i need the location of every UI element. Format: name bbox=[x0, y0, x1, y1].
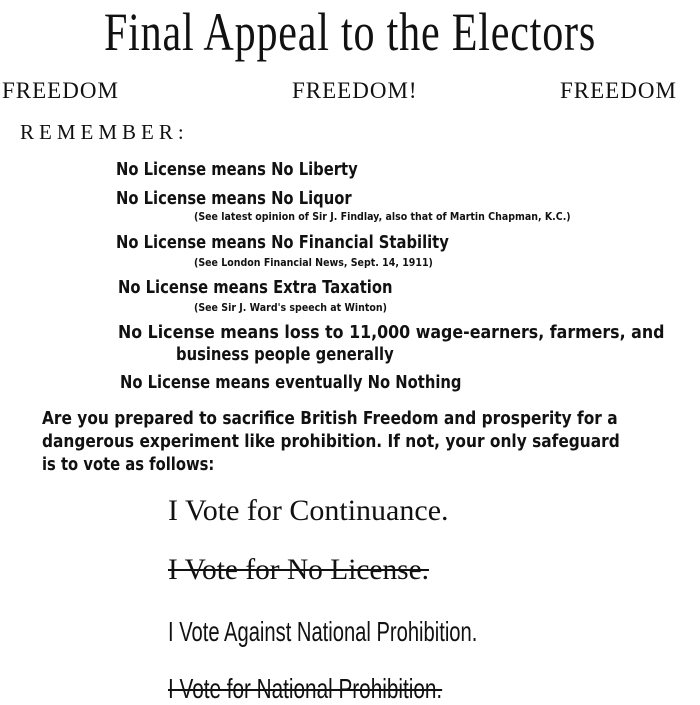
vote-national-prohibition-struck: I Vote for National Prohibition. bbox=[168, 673, 443, 704]
poster-title: Final Appeal to the Electors bbox=[103, 2, 597, 62]
appeal-line-1: Are you prepared to sacrifice British Freedom and prosperity for a bbox=[42, 408, 618, 429]
vote-no-license-struck: I Vote for No License. bbox=[168, 553, 430, 586]
vote-against-national-prohibition: I Vote Against National Prohibition. bbox=[168, 616, 478, 647]
reason-note-taxation: (See Sir J. Ward's speech at Winton) bbox=[194, 301, 387, 314]
reason-note-financial: (See London Financial News, Sept. 14, 1911) bbox=[194, 256, 433, 269]
reason-line-liquor: No License means No Liquor bbox=[116, 188, 352, 209]
appeal-line-3: is to vote as follows: bbox=[42, 454, 215, 475]
reason-line-wage-earners-cont: business people generally bbox=[176, 344, 394, 365]
freedom-heading-left: FREEDOM bbox=[2, 78, 119, 103]
freedom-heading-right: FREEDOM bbox=[560, 78, 677, 103]
vote-continuance: I Vote for Continuance. bbox=[168, 494, 449, 527]
reason-line-financial: No License means No Financial Stability bbox=[116, 232, 449, 253]
reason-note-liquor: (See latest opinion of Sir J. Findlay, also that of Martin Chapman, K.C.) bbox=[194, 210, 571, 223]
reason-line-liberty: No License means No Liberty bbox=[116, 159, 358, 180]
freedom-heading-center: FREEDOM! bbox=[292, 78, 418, 103]
reason-line-wage-earners: No License means loss to 11,000 wage-earners, farmers, and bbox=[118, 322, 665, 343]
remember-heading: REMEMBER: bbox=[20, 120, 189, 144]
appeal-line-2: dangerous experiment like prohibition. If not, your only safeguard bbox=[42, 431, 620, 452]
reason-line-taxation: No License means Extra Taxation bbox=[118, 277, 393, 298]
reason-line-nothing: No License means eventually No Nothing bbox=[120, 372, 462, 393]
